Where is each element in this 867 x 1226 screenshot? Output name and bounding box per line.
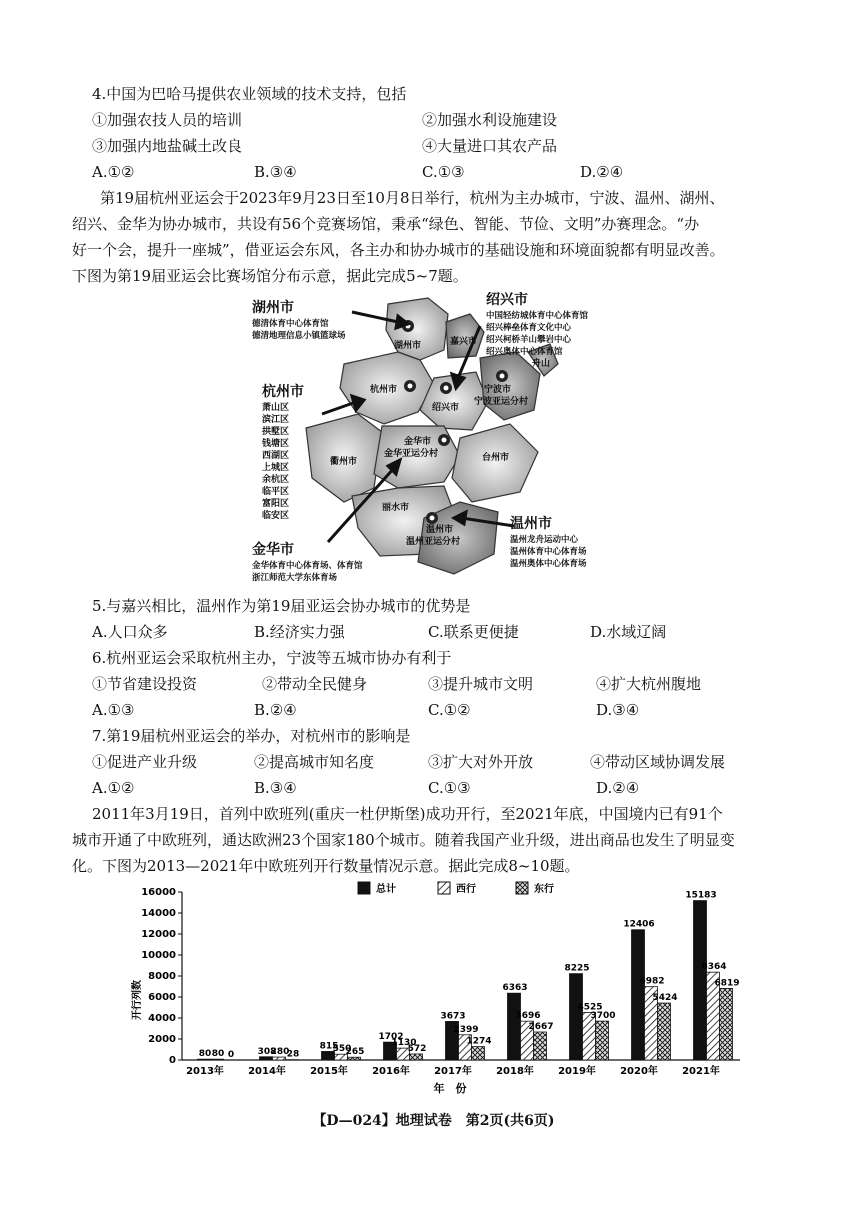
passage1-line2: 绍兴、金华为协办城市，共设有56个竞赛场馆，秉承“绿色、智能、节俭、文明”办赛理念。“办 <box>72 215 700 233</box>
q6-option-a[interactable]: A.①③ <box>92 701 135 719</box>
chart-y-tick-label: 4000 <box>148 1013 176 1024</box>
chart-data-label: 1130 <box>391 1038 417 1049</box>
callout-shaoxing-venue: 绍兴柯桥羊山攀岩中心 <box>486 335 572 345</box>
q7-item-3: ③扩大对外开放 <box>428 753 534 771</box>
chart-x-tick-label: 2018年 <box>496 1066 534 1077</box>
q6-options <box>92 700 792 720</box>
q6-option-c[interactable]: C.①② <box>428 701 471 719</box>
callout-hangzhou-district: 上城区 <box>262 463 290 473</box>
chart-data-label: 0 <box>227 1050 235 1060</box>
q4-option-b[interactable]: B.③④ <box>254 163 297 181</box>
chart-bar-0 <box>632 930 645 1060</box>
label-wenzhou: 温州市 <box>426 525 454 535</box>
chart-bar-2 <box>596 1021 609 1060</box>
passage1-line4: 下图为第19届亚运会比赛场馆分布示意，据此完成5~7题。 <box>72 267 468 285</box>
q7-item-4: ④带动区域协调发展 <box>590 753 726 771</box>
q6-option-d[interactable]: D.③④ <box>596 701 640 719</box>
chart-y-tick-label: 12000 <box>141 929 176 940</box>
chart-bar-0 <box>570 974 583 1060</box>
q4-items-row2 <box>92 136 792 156</box>
train-count-bar-chart <box>130 880 750 1098</box>
chart-data-label: 5424 <box>652 993 678 1004</box>
q7-option-c[interactable]: C.①③ <box>428 779 471 797</box>
pin-icon-shaoxing <box>440 382 452 394</box>
region-taizhou <box>452 424 538 502</box>
passage1-line3: 好一个会，提升一座城”，借亚运会东风，各主办和协办城市的基础设施和环境面貌都有明显改善。 <box>72 241 725 259</box>
callout-jinhua-venue: 浙江师范大学东体育场 <box>252 573 338 583</box>
chart-bar-2 <box>534 1032 547 1060</box>
q4-items-row1 <box>92 110 792 130</box>
callout-hangzhou-district: 钱塘区 <box>262 439 290 449</box>
q6-stem: 6.杭州亚运会采取杭州主办，宁波等五城市协办有利于 <box>92 649 452 667</box>
chart-data-label: 28 <box>286 1049 300 1060</box>
legend-swatch <box>516 882 528 894</box>
pin-icon-hangzhou <box>404 380 416 392</box>
chart-data-label: 815 <box>319 1041 339 1052</box>
q4-item-1: ①加强农技人员的培训 <box>92 111 243 129</box>
chart-x-tick-label: 2019年 <box>558 1066 596 1077</box>
passage2-line1: 2011年3月19日，首列中欧班列(重庆一杜伊斯堡)成功开行，至2021年底，中国境内已有91个 <box>92 805 723 823</box>
chart-bar-1 <box>273 1057 286 1060</box>
callout-hangzhou-district: 临安区 <box>262 511 290 521</box>
q5-option-d[interactable]: D.水域辽阔 <box>590 623 667 641</box>
q7-item-1: ①促进产业升级 <box>92 753 198 771</box>
q6-item-3: ③提升城市文明 <box>428 675 534 693</box>
callout-hangzhou-district: 拱墅区 <box>262 427 290 437</box>
callout-hangzhou-district: 西湖区 <box>262 451 290 461</box>
q7-stem: 7.第19届杭州亚运会的举办，对杭州市的影响是 <box>92 727 411 745</box>
chart-data-label: 572 <box>407 1043 427 1054</box>
chart-y-tick-label: 16000 <box>141 887 176 898</box>
chart-x-tick-label: 2016年 <box>372 1066 410 1077</box>
chart-data-label: 1274 <box>466 1036 492 1047</box>
chart-bar-2 <box>720 988 733 1060</box>
q7-option-d[interactable]: D.②④ <box>596 779 640 797</box>
label-wenzhou-village: 温州亚运分村 <box>406 537 461 547</box>
chart-data-label: 2667 <box>528 1021 554 1032</box>
chart-bar-0 <box>198 1059 211 1060</box>
chart-xlabel: 年 份 <box>433 1082 467 1095</box>
q5-option-a[interactable]: A.人口众多 <box>92 623 168 641</box>
label-jiaxing: 嘉兴市 <box>450 337 478 347</box>
q4-item-3: ③加强内地盐碱土改良 <box>92 137 243 155</box>
callout-wenzhou-venue: 温州体育中心体育场 <box>510 547 587 557</box>
legend-label: 东行 <box>534 884 554 895</box>
chart-bar-0 <box>694 901 707 1060</box>
q6-item-4: ④扩大杭州腹地 <box>596 675 702 693</box>
legend-swatch <box>438 882 450 894</box>
chart-data-label: 308 <box>257 1046 277 1057</box>
q4-option-a[interactable]: A.①② <box>92 163 135 181</box>
label-hangzhou: 杭州市 <box>370 385 398 395</box>
chart-x-tick-label: 2017年 <box>434 1066 472 1077</box>
asian-games-venue-map <box>248 292 628 584</box>
callout-huzhou-venue: 德清地理信息小镇篮球场 <box>252 331 346 341</box>
chart-y-tick-label: 10000 <box>141 950 176 961</box>
q6-item-2: ②带动全民健身 <box>262 675 368 693</box>
chart-x-tick-label: 2015年 <box>310 1066 348 1077</box>
chart-data-label: 6363 <box>502 983 528 994</box>
callout-jinhua-venue: 金华体育中心体育场、体育馆 <box>252 561 363 571</box>
callout-hangzhou-title: 杭州市 <box>262 384 304 400</box>
q5-options <box>92 622 792 642</box>
chart-data-label: 3673 <box>440 1011 466 1022</box>
chart-bar-0 <box>260 1057 273 1060</box>
label-lishui: 丽水市 <box>382 503 410 513</box>
chart-y-tick-label: 6000 <box>148 992 176 1003</box>
passage1-line1: 第19届杭州亚运会于2023年9月23日至10月8日举行，杭州为主办城市，宁波、温州、湖州、 <box>100 189 725 207</box>
chart-bar-1 <box>211 1059 224 1060</box>
chart-bar-2 <box>472 1047 485 1060</box>
callout-hangzhou-district: 萧山区 <box>262 403 290 413</box>
chart-data-label: 80 <box>211 1049 225 1060</box>
q4-option-d[interactable]: D.②④ <box>580 163 624 181</box>
callout-wenzhou-venue: 温州龙舟运动中心 <box>510 535 579 545</box>
callout-hangzhou-district: 滨江区 <box>262 415 290 425</box>
callout-hangzhou-district: 余杭区 <box>262 475 290 485</box>
callout-shaoxing-venue: 中国轻纺城体育中心体育馆 <box>486 311 589 321</box>
q7-items <box>92 752 792 772</box>
q7-options <box>92 778 792 798</box>
label-quzhou: 衢州市 <box>330 457 358 467</box>
callout-hangzhou-district: 富阳区 <box>262 499 290 509</box>
q4-options <box>92 162 792 182</box>
callout-huzhou-venue: 德清体育中心体育馆 <box>252 319 329 329</box>
chart-data-label: 8225 <box>564 963 590 974</box>
callout-wenzhou-venue: 温州奥体中心体育场 <box>510 559 587 569</box>
chart-ylabel: 开行列数 <box>132 980 143 1020</box>
q4-item-2: ②加强水利设施建设 <box>422 111 558 129</box>
label-ningbo-village: 宁波亚运分村 <box>474 397 529 407</box>
passage2-line3: 化。下图为2013—2021年中欧班列开行数量情况示意。据此完成8~10题。 <box>72 857 580 875</box>
chart-data-label: 2399 <box>453 1024 479 1035</box>
passage2-line2: 城市开通了中欧班列，通达欧洲23个国家180个城市。随着我国产业升级，进出商品也发生了明显变 <box>72 831 735 849</box>
q6-option-b[interactable]: B.②④ <box>254 701 297 719</box>
label-taizhou: 台州市 <box>482 453 510 463</box>
label-shaoxing: 绍兴市 <box>432 403 460 413</box>
chart-y-tick-label: 14000 <box>141 908 176 919</box>
legend-swatch <box>358 882 370 894</box>
chart-data-label: 15183 <box>685 890 717 901</box>
chart-data-label: 6819 <box>714 978 740 989</box>
chart-data-label: 265 <box>345 1047 365 1058</box>
chart-data-label: 1702 <box>378 1032 404 1043</box>
chart-data-label: 280 <box>270 1047 290 1058</box>
q7-item-2: ②提高城市知名度 <box>254 753 375 771</box>
q5-option-c[interactable]: C.联系更便捷 <box>428 623 519 641</box>
chart-data-label: 4525 <box>577 1002 603 1013</box>
label-jinhua-village: 金华亚运分村 <box>384 449 439 459</box>
label-ningbo: 宁波市 <box>484 385 512 395</box>
legend-label: 西行 <box>456 884 476 895</box>
q6-item-1: ①节省建设投资 <box>92 675 198 693</box>
chart-x-tick-label: 2013年 <box>186 1066 224 1077</box>
chart-data-label: 8364 <box>701 962 727 973</box>
chart-x-tick-label: 2021年 <box>682 1066 720 1077</box>
q5-stem: 5.与嘉兴相比，温州作为第19届亚运会协办城市的优势是 <box>92 597 471 615</box>
q4-item-4: ④大量进口其农产品 <box>422 137 558 155</box>
chart-bar-2 <box>410 1054 423 1060</box>
page-footer: 【D—024】地理试卷 第2页(共6页) <box>312 1113 555 1129</box>
legend-label: 总计 <box>376 884 396 895</box>
q4-stem: 4.中国为巴哈马提供农业领域的技术支持，包括 <box>92 85 407 103</box>
callout-shaoxing-title: 绍兴市 <box>486 292 528 308</box>
pin-icon-ningbo <box>496 370 508 382</box>
chart-bar-2 <box>658 1003 671 1060</box>
q6-items <box>92 674 792 694</box>
callout-hangzhou-district: 临平区 <box>262 487 290 497</box>
label-huzhou: 湖州市 <box>394 341 422 351</box>
callout-shaoxing-venue: 绍兴奥体中心体育馆 <box>486 347 563 357</box>
q7-option-b[interactable]: B.③④ <box>254 779 297 797</box>
chart-y-tick-label: 2000 <box>148 1034 176 1045</box>
chart-data-label: 3696 <box>515 1011 541 1022</box>
callout-huzhou-title: 湖州市 <box>252 300 294 316</box>
chart-x-tick-label: 2020年 <box>620 1066 658 1077</box>
chart-data-label: 80 <box>198 1049 212 1060</box>
chart-bar-0 <box>508 993 521 1060</box>
label-jinhua: 金华市 <box>404 437 432 447</box>
chart-x-tick-label: 2014年 <box>248 1066 286 1077</box>
chart-data-label: 6982 <box>639 976 665 987</box>
pin-icon-wenzhou <box>426 512 438 524</box>
q7-option-a[interactable]: A.①② <box>92 779 135 797</box>
region-jiaxing <box>446 314 484 358</box>
label-zhoushan: 舟山 <box>532 359 551 369</box>
chart-data-label: 12406 <box>623 919 655 930</box>
chart-data-label: 550 <box>332 1044 352 1055</box>
pin-icon-jinhua <box>438 434 450 446</box>
chart-data-label: 3700 <box>590 1011 616 1022</box>
chart-y-tick-label: 0 <box>169 1055 176 1066</box>
callout-shaoxing-venue: 绍兴棒垒体育文化中心 <box>486 323 572 333</box>
callout-jinhua-title: 金华市 <box>252 542 294 558</box>
q4-option-c[interactable]: C.①③ <box>422 163 465 181</box>
callout-wenzhou-title: 温州市 <box>510 516 552 532</box>
chart-bar-2 <box>348 1057 361 1060</box>
chart-y-tick-label: 8000 <box>148 971 176 982</box>
q5-option-b[interactable]: B.经济实力强 <box>254 623 345 641</box>
